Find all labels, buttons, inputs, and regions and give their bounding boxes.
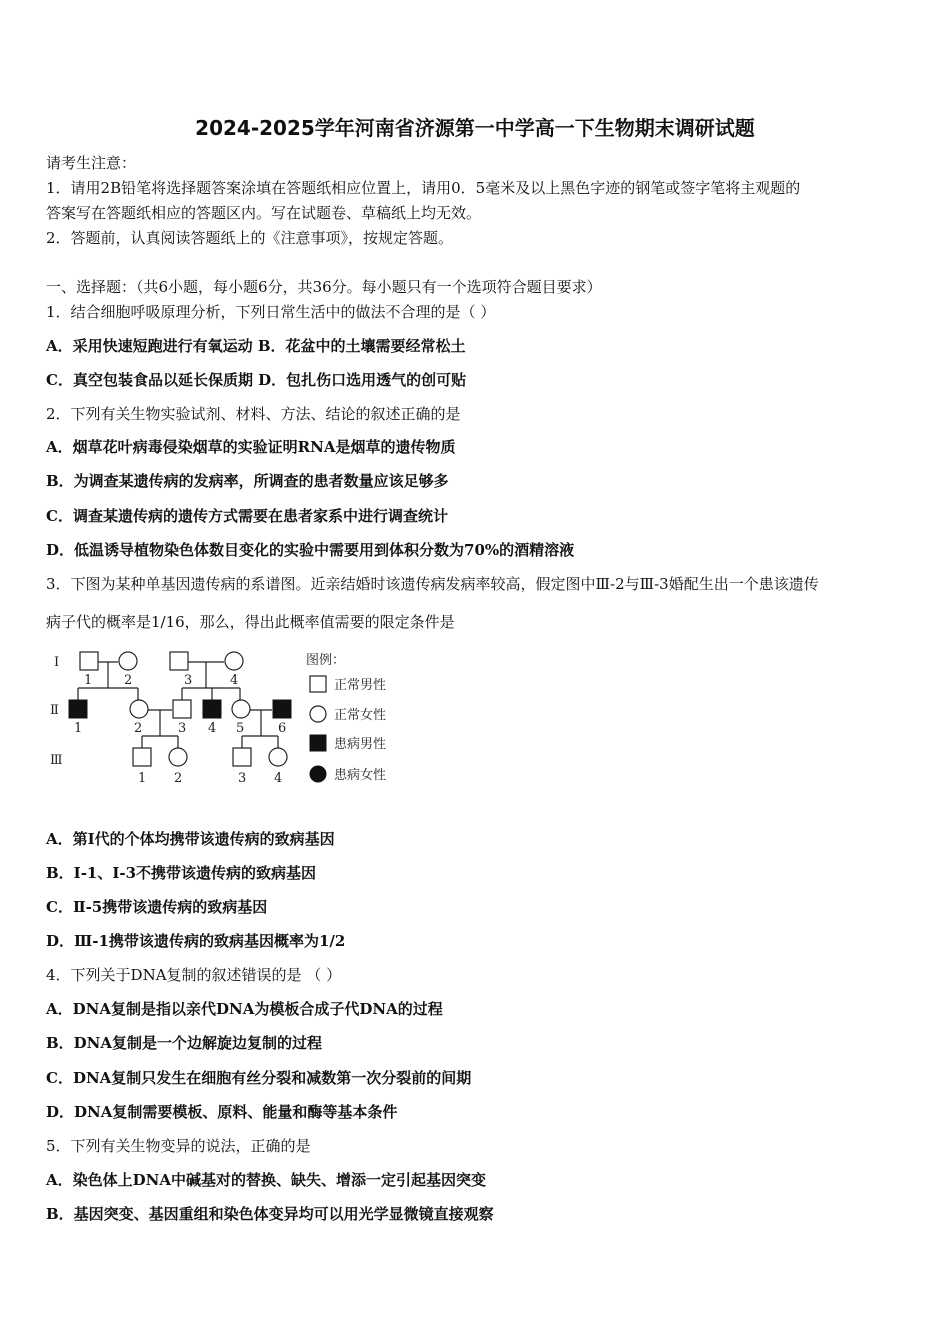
label-I-1: 1 [84, 673, 93, 688]
individual-III-4 [269, 748, 287, 766]
question-1-options-cd: C．真空包装食品以延长保质期 D．包扎伤口选用透气的创可贴 [46, 371, 467, 389]
label-III-2: 2 [174, 771, 183, 786]
question-3-option-a: A．第Ⅰ代的个体均携带该遗传病的致病基因 [46, 830, 335, 848]
label-III-4: 4 [274, 771, 283, 786]
pedigree-chart [44, 646, 424, 796]
label-II-6: 6 [278, 721, 287, 736]
label-I-2: 2 [124, 673, 133, 688]
individual-I-3 [170, 652, 188, 670]
question-2-option-c: C．调查某遗传病的遗传方式需要在患者家系中进行调查统计 [46, 507, 448, 525]
individual-I-2 [119, 652, 137, 670]
question-2-stem: 2．下列有关生物实验试剂、材料、方法、结论的叙述正确的是 [46, 405, 461, 423]
question-4-option-d: D．DNA复制需要模板、原料、能量和酶等基本条件 [46, 1103, 398, 1121]
individual-III-2 [169, 748, 187, 766]
individual-II-6 [273, 700, 291, 718]
label-II-4: 4 [208, 721, 217, 736]
exam-title: 2024-2025学年河南省济源第一中学高一下生物期末调研试题 [195, 116, 755, 140]
label-III-3: 3 [238, 771, 247, 786]
legend-normal-male-icon [310, 676, 326, 692]
question-3-stem-line-1: 3．下图为某种单基因遗传病的系谱图。近亲结婚时该遗传病发病率较高，假定图中Ⅲ-2与Ⅲ-3婚配生出一个患该遗传 [46, 575, 819, 593]
legend-normal-female-icon [310, 706, 326, 722]
section-heading: 一、选择题：（共6小题，每小题6分，共36分。每小题只有一个选项符合题目要求） [46, 278, 602, 296]
question-2-option-d: D．低温诱导植物染色体数目变化的实验中需要用到体积分数为70%的酒精溶液 [46, 541, 575, 559]
label-II-2: 2 [134, 721, 143, 736]
label-I-4: 4 [230, 673, 239, 688]
notice-heading: 请考生注意： [46, 154, 137, 172]
question-5-stem: 5．下列有关生物变异的说法，正确的是 [46, 1137, 311, 1155]
question-2-option-a: A．烟草花叶病毒侵染烟草的实验证明RNA是烟草的遗传物质 [46, 438, 456, 456]
legend-affected-male-icon [310, 735, 326, 751]
label-II-5: 5 [236, 721, 245, 736]
individual-II-2 [130, 700, 148, 718]
question-4-stem: 4．下列关于DNA复制的叙述错误的是 （ ） [46, 966, 342, 984]
legend-title: 图例： [306, 653, 346, 668]
individual-III-1 [133, 748, 151, 766]
individual-II-3 [173, 700, 191, 718]
label-III-1: 1 [138, 771, 147, 786]
legend-affected-female-icon [310, 766, 326, 782]
question-1-stem: 1．结合细胞呼吸原理分析，下列日常生活中的做法不合理的是（ ） [46, 303, 496, 321]
question-2-option-b: B．为调查某遗传病的发病率，所调查的患者数量应该足够多 [46, 472, 449, 490]
question-4-option-b: B．DNA复制是一个边解旋边复制的过程 [46, 1034, 323, 1052]
generation-labels [50, 655, 63, 768]
question-5-option-b: B．基因突变、基因重组和染色体变异均可以用光学显微镜直接观察 [46, 1205, 494, 1223]
notice-item-1-line-1: 1．请用2B铅笔将选择题答案涂填在答题纸相应位置上，请用0．5毫米及以上黑色字迹的钢笔或签字笔将主观题的 [46, 179, 801, 197]
generation-label-2: Ⅱ [50, 703, 59, 718]
legend-normal-male: 正常男性 [334, 678, 387, 693]
individual-II-4 [203, 700, 221, 718]
individual-I-1 [80, 652, 98, 670]
legend-affected-female: 患病女性 [334, 768, 387, 783]
individual-III-3 [233, 748, 251, 766]
question-3-option-b: B．Ⅰ-1、Ⅰ-3不携带该遗传病的致病基因 [46, 864, 317, 882]
individual-II-1 [69, 700, 87, 718]
question-3-stem-line-2: 病子代的概率是1/16，那么，得出此概率值需要的限定条件是 [46, 613, 455, 631]
question-5-option-a: A．染色体上DNA中碱基对的替换、缺失、增添一定引起基因突变 [46, 1171, 486, 1189]
question-4-option-c: C．DNA复制只发生在细胞有丝分裂和减数第一次分裂前的间期 [46, 1069, 472, 1087]
pedigree-legend [306, 653, 386, 783]
label-I-3: 3 [184, 673, 193, 688]
label-II-1: 1 [74, 721, 83, 736]
question-3-option-c: C．Ⅱ-5携带该遗传病的致病基因 [46, 898, 268, 916]
notice-item-2: 2．答题前，认真阅读答题纸上的《注意事项》，按规定答题。 [46, 229, 454, 247]
label-II-3: 3 [178, 721, 187, 736]
question-4-option-a: A．DNA复制是指以亲代DNA为模板合成子代DNA的过程 [46, 1000, 443, 1018]
question-3-option-d: D．Ⅲ-1携带该遗传病的致病基因概率为1/2 [46, 932, 346, 950]
generation-label-1: Ⅰ [54, 655, 60, 670]
individual-II-5 [232, 700, 250, 718]
question-1-options-ab: A．采用快速短跑进行有氧运动 B．花盆中的土壤需要经常松土 [46, 337, 466, 355]
notice-item-1-line-2: 答案写在答题纸相应的答题区内。写在试题卷、草稿纸上均无效。 [46, 204, 482, 222]
legend-affected-male: 患病男性 [334, 737, 387, 752]
individual-I-4 [225, 652, 243, 670]
legend-normal-female: 正常女性 [334, 708, 387, 723]
generation-label-3: Ⅲ [50, 753, 63, 768]
